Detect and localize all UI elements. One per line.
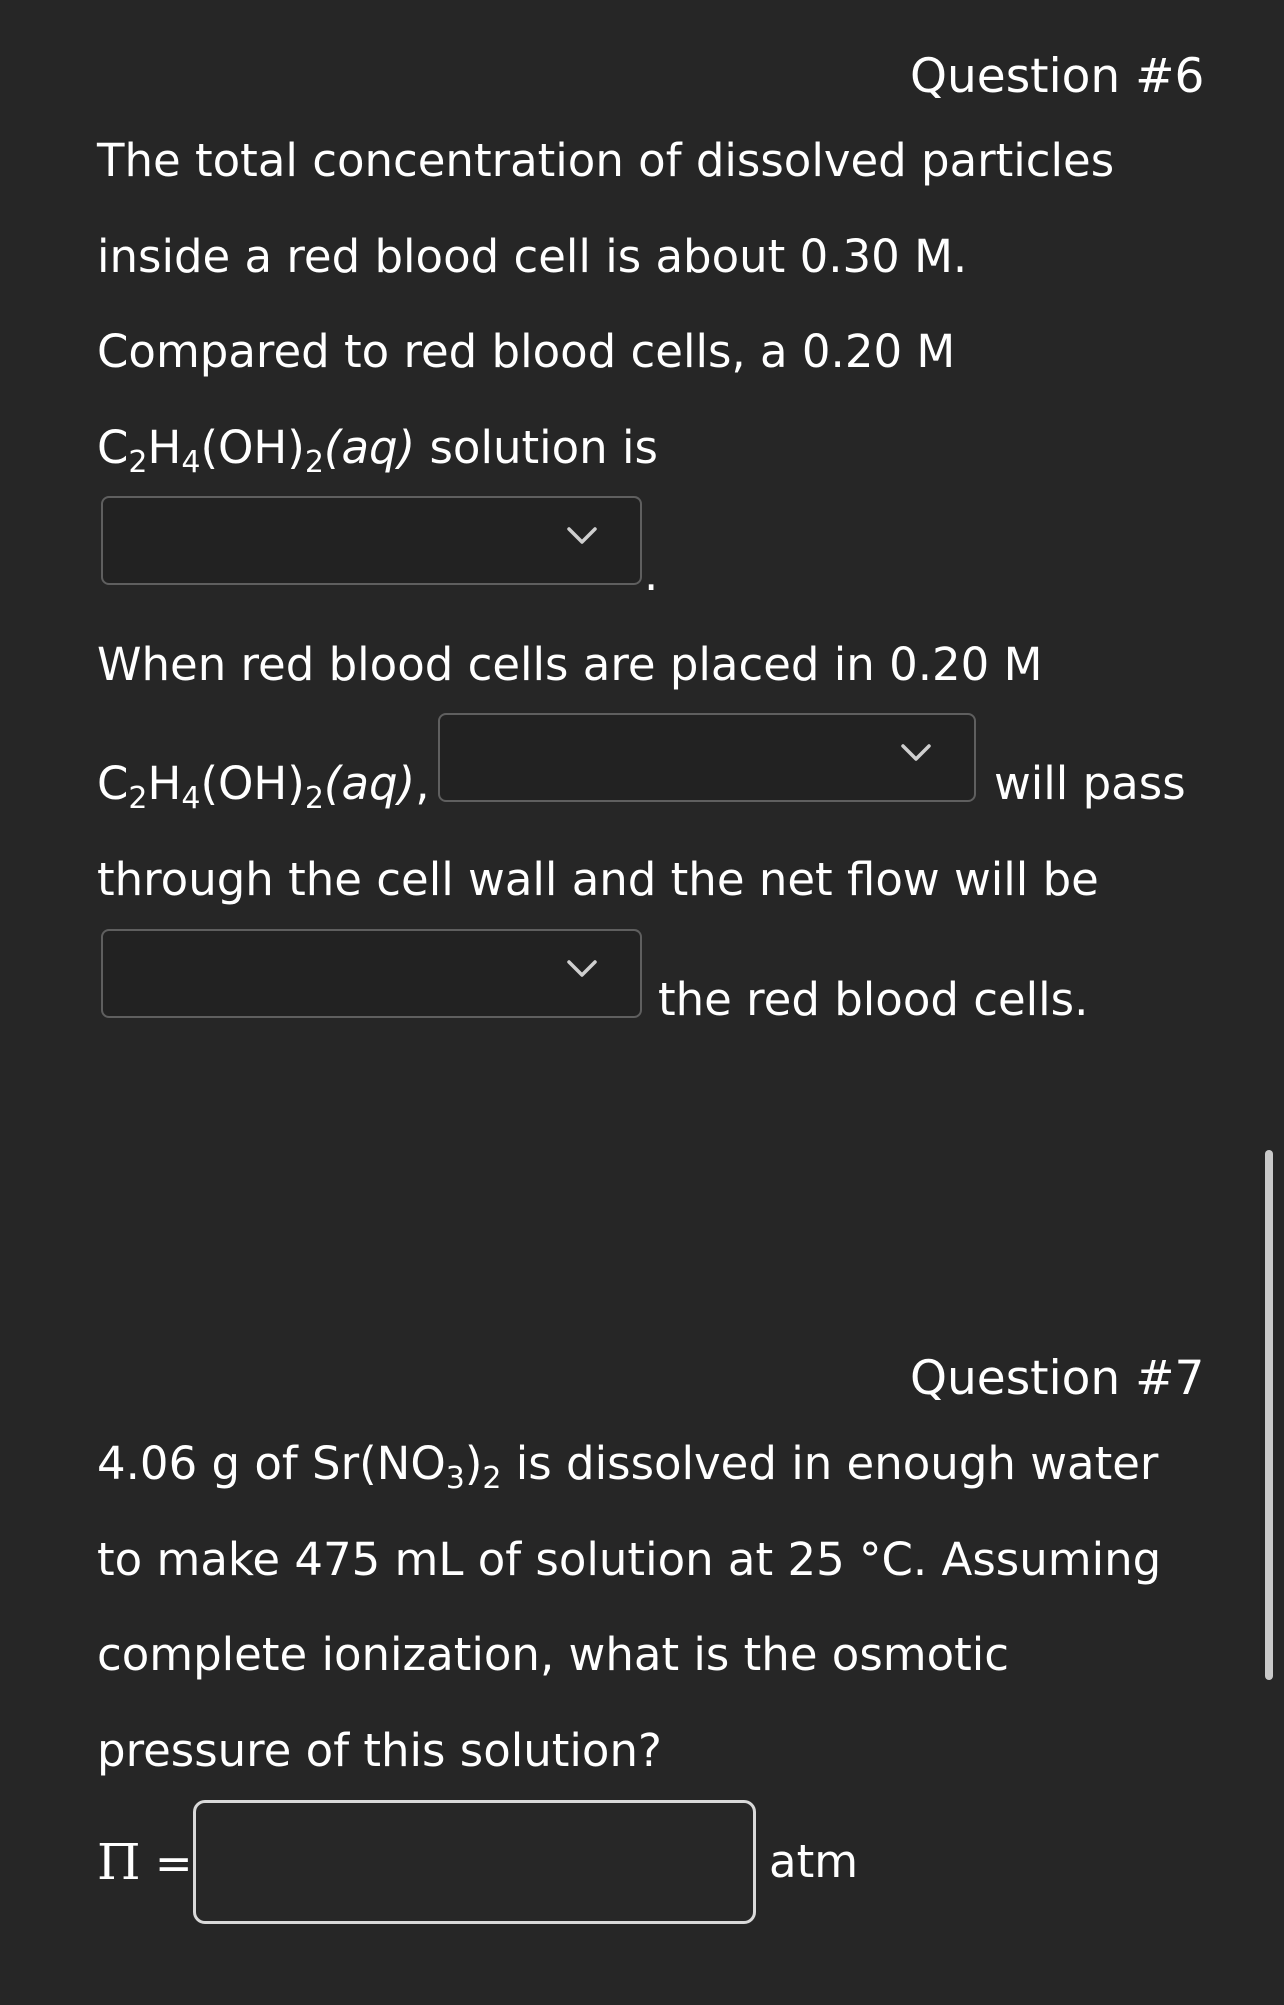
- q6-line-2: inside a red blood cell is about 0.30 M.: [97, 230, 968, 283]
- question-6-heading: Question #6: [910, 49, 1205, 104]
- osmotic-pressure-label: [97, 1834, 193, 1892]
- chevron-down-icon: [900, 743, 932, 763]
- particle-dropdown[interactable]: [438, 713, 976, 802]
- will-pass-text: will pass: [994, 757, 1186, 810]
- tonicity-dropdown[interactable]: [101, 496, 642, 585]
- formula-ethylene-glycol: $C_2H_4(OH)_2(aq)$: [97, 421, 416, 480]
- q6-period: .: [644, 548, 659, 601]
- equals-sign: =: [154, 1837, 193, 1890]
- q7-line-3: complete ionization, what is the osmotic: [97, 1628, 1010, 1681]
- q6-line-3: Compared to red blood cells, a 0.20 M: [97, 325, 956, 378]
- osmotic-pressure-input[interactable]: [193, 1800, 756, 1924]
- unit-atm: atm: [769, 1835, 859, 1888]
- formula-ethylene-glycol-2: $C_2H_4(OH)_2(aq)$: [97, 757, 416, 816]
- flow-direction-dropdown[interactable]: [101, 929, 642, 1018]
- q6-line-7: through the cell wall and the net flow will be: [97, 853, 1099, 906]
- q7-line-2: to make 475 mL of solution at 25 °C. Assuming: [97, 1533, 1162, 1586]
- q6-line-5: When red blood cells are placed in 0.20 M: [97, 638, 1043, 691]
- pi-symbol: Π: [97, 1833, 141, 1891]
- chevron-down-icon: [566, 959, 598, 979]
- scrollbar-thumb[interactable]: [1265, 1150, 1273, 1680]
- q6-line-8: the red blood cells.: [658, 973, 1089, 1026]
- q6-line-1: The total concentration of dissolved particles: [97, 134, 1115, 187]
- q6-line-4: $C_2H_4(OH)_2(aq)$ solution is: [97, 421, 658, 480]
- q7-line-1: 4.06 g of $Sr(NO_3)_2$ is dissolved in enough water: [97, 1437, 1159, 1496]
- q7-line-4: pressure of this solution?: [97, 1724, 662, 1777]
- question-7-heading: Question #7: [910, 1351, 1205, 1406]
- q6-line-6: $C_2H_4(OH)_2(aq)$,: [97, 757, 430, 816]
- chevron-down-icon: [566, 526, 598, 546]
